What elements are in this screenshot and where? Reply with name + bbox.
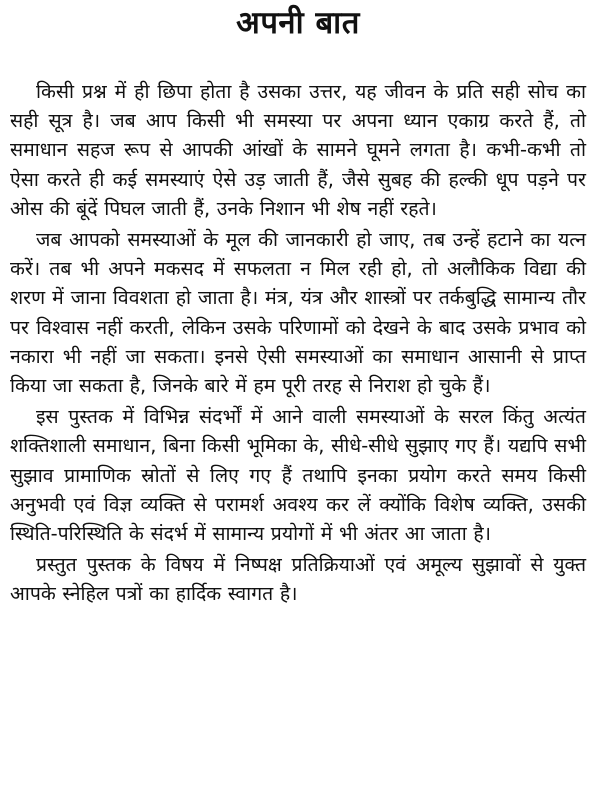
page-title: अपनी बात	[236, 5, 360, 41]
paragraph-4: प्रस्तुत पुस्तक के विषय में निष्पक्ष प्रतिक्रियाओं एवं अमूल्य सुझावों से युक्त आपके स्नेहिल पत्रों का हार्दिक स्वागत है।	[10, 553, 586, 606]
body-text	[10, 77, 586, 609]
paragraph-3: इस पुस्तक में विभिन्न संदर्भों में आने वाली समस्याओं के सरल किंतु अत्यंत शक्तिशाली समाधान, बिना किसी भूमिका के, सीधे-सीधे सुझाए गए हैं। यद्यपि सभी सुझाव प्रामाणिक स्रोतों से लिए गए हैं तथापि इनका प्रयोग करते समय किसी अनुभवी एवं विज्ञ व्यक्ति से परामर्श अवश्य कर लें क्योंकि विशेष व्यक्ति, उसकी स्थिति-परिस्थिति के संदर्भ में सामान्य प्रयोगों में भी अंतर आ जाता है।	[10, 405, 586, 546]
paragraph-1: किसी प्रश्न में ही छिपा होता है उसका उत्तर, यह जीवन के प्रति सही सोच का सही सूत्र है। जब आप किसी भी समस्या पर अपना ध्यान एकाग्र करते हैं, तो समाधान सहज रूप से आपकी आंखों के सामने घूमने लगता है। कभी-कभी तो ऐसा करते ही कई समस्याएं ऐसे उड़ जाती हैं, जैसे सुबह की हल्की धूप पड़ने पर ओस की बूंदें पिघल जाती हैं, उनके निशान भी शेष नहीं रहते।	[10, 80, 586, 220]
paragraph-2: जब आपको समस्याओं के मूल की जानकारी हो जाए, तब उन्हें हटाने का यत्न करें। तब भी अपने मकसद में सफलता न मिल रही हो, तो अलौकिक विद्या की शरण में जाना विवशता हो जाता है। मंत्र, यंत्र और शास्त्रों पर तर्कबुद्धि सामान्य तौर पर विश्वास नहीं करती, लेकिन उसके परिणामों को देखने के बाद उसके प्रभाव को नकारा भी नहीं जा सकता। इनसे ऐसी समस्याओं का समाधान आसानी से प्राप्त किया जा सकता है, जिनके बारे में हम पूरी तरह से निराश हो चुके हैं।	[10, 228, 586, 398]
